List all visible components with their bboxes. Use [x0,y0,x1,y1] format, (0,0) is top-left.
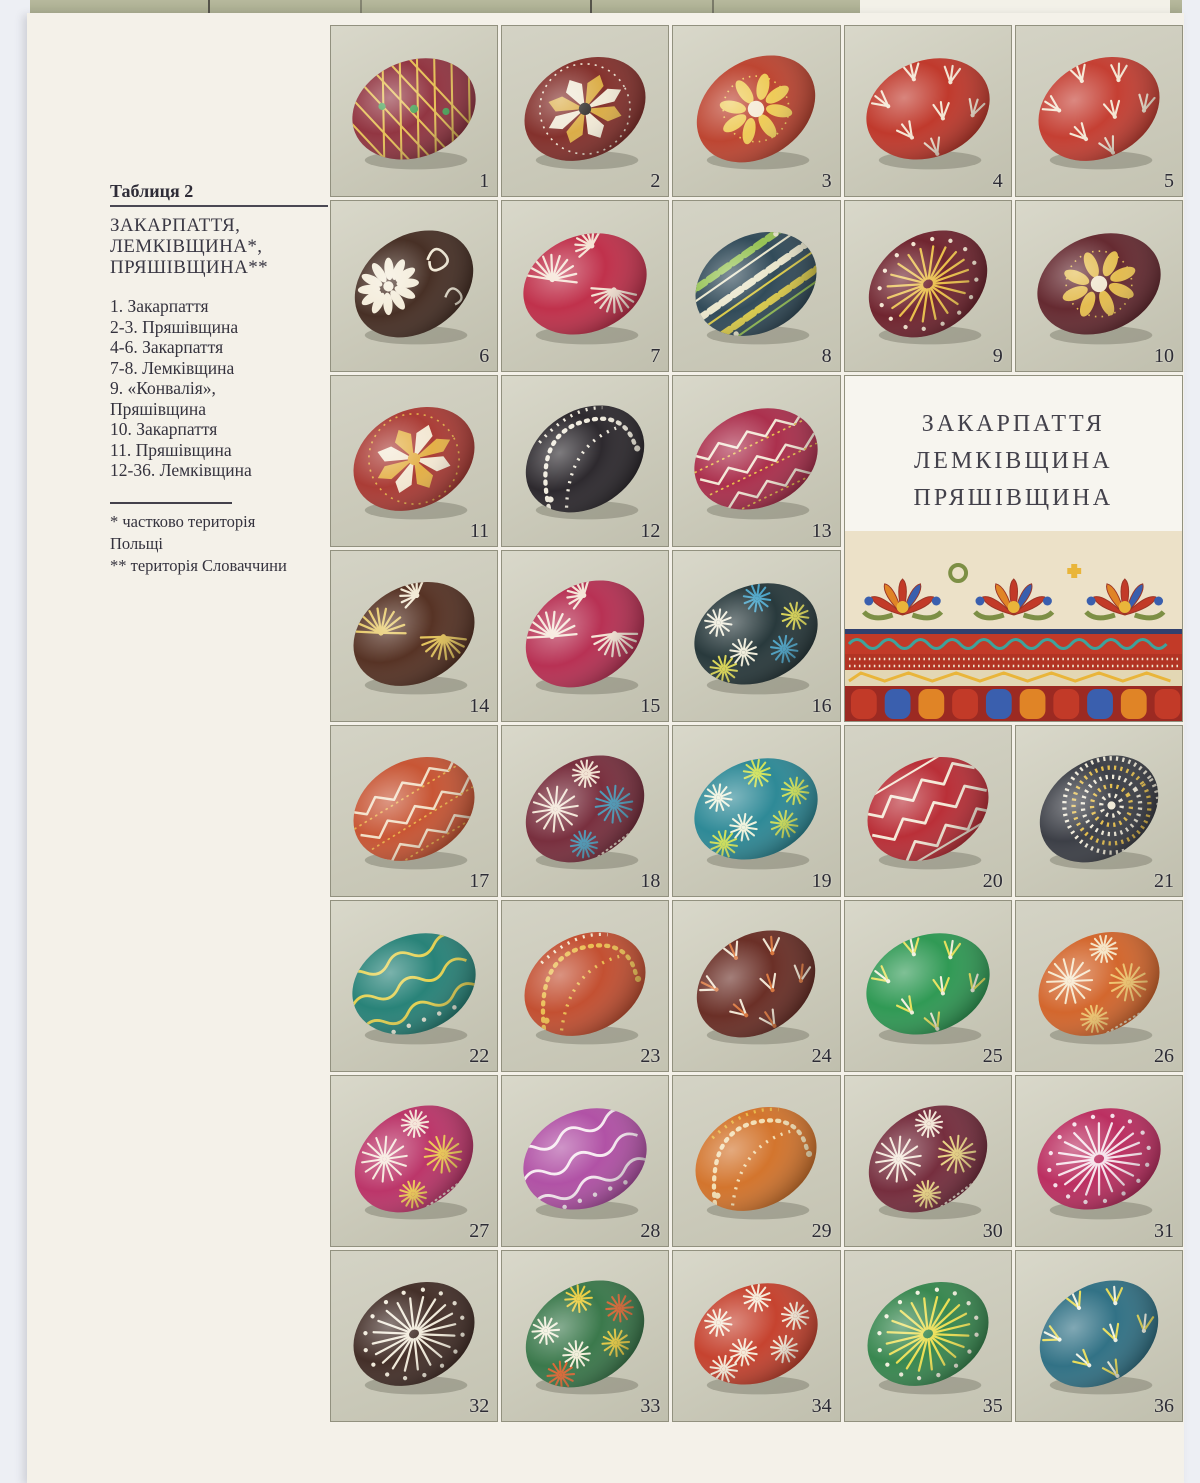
egg-photo-cell [672,900,840,1072]
embroidery-photo [845,531,1182,721]
egg-number: 13 [811,520,832,542]
pysanka-egg-illustration [332,35,496,189]
pysanka-egg-illustration [846,1260,1010,1414]
egg-number: 27 [469,1220,490,1242]
egg-photo-cell [501,725,669,897]
pysanka-egg-illustration [1017,1260,1181,1414]
pysanka-egg-illustration [846,1085,1010,1239]
previous-page-white-area [860,0,1170,13]
egg-number: 19 [811,870,832,892]
pysanka-egg-illustration [674,560,838,714]
egg-photo-cell [844,25,1012,197]
pysanka-egg-illustration [503,210,667,364]
pysanka-egg-illustration [332,210,496,364]
egg-photo-cell [1015,900,1183,1072]
pysanka-egg-illustration [503,560,667,714]
egg-photo-cell [501,900,669,1072]
egg-photo-cell [330,1075,498,1247]
egg-photo-cell [844,900,1012,1072]
egg-photo-cell [501,25,669,197]
egg-number: 23 [640,1045,661,1067]
pysanka-egg-illustration [674,385,838,539]
region-heading-line: ПРЯШІВЩИНА** [110,257,269,278]
legend-line: Пряшівщина [110,398,207,419]
table-label-rule [110,205,328,207]
pysanka-egg-illustration [332,735,496,889]
previous-page-divider [208,0,210,13]
legend-line: 9. «Конвалія», [110,378,216,398]
egg-photo-cell [330,25,498,197]
egg-photo-cell [330,1250,498,1422]
egg-number: 1 [479,170,490,192]
region-heading [110,215,268,278]
egg-photo-cell [672,1075,840,1247]
legend-line: 2-3. Пряшівщина [110,316,239,337]
egg-number: 5 [1163,170,1174,192]
egg-number: 11 [469,520,490,542]
egg-number: 21 [1153,870,1174,892]
panel-title [845,406,1182,517]
egg-photo-cell [672,550,840,722]
previous-page-divider [712,0,714,13]
pysanka-egg-illustration [332,560,496,714]
egg-number: 16 [811,695,832,717]
egg-photo-cell [330,725,498,897]
egg-number: 3 [821,170,832,192]
egg-number: 20 [982,870,1003,892]
album-page [27,13,1184,1483]
egg-photo-cell [672,725,840,897]
pysanka-egg-illustration [503,735,667,889]
egg-number: 36 [1153,1395,1174,1417]
egg-photo-cell [1015,1250,1183,1422]
pysanka-egg-illustration [1017,1085,1181,1239]
egg-number: 29 [811,1220,832,1242]
legend-list [110,296,252,481]
pysanka-egg-illustration [1017,35,1181,189]
pysanka-egg-illustration [503,385,667,539]
egg-photo-cell [672,1250,840,1422]
egg-number: 9 [992,345,1003,367]
table-label: Таблиця 2 [110,181,194,201]
pysanka-egg-illustration [846,735,1010,889]
egg-number: 28 [640,1220,661,1242]
egg-photo-cell [1015,725,1183,897]
footnote-line: ** територія Словаччини [110,556,287,575]
pysanka-egg-illustration [1017,735,1181,889]
egg-number: 7 [650,345,661,367]
footnote-rule [110,502,232,504]
pysanka-egg-illustration [846,910,1010,1064]
legend-line: 1. Закарпаття [110,296,209,316]
pysanka-egg-illustration [674,1085,838,1239]
egg-number: 4 [992,170,1003,192]
egg-photo-cell [330,200,498,372]
pysanka-egg-illustration [332,1260,496,1414]
pysanka-egg-illustration [332,385,496,539]
egg-number: 14 [469,695,490,717]
egg-number: 25 [982,1045,1003,1067]
egg-photo-cell [1015,1075,1183,1247]
egg-photo-cell [844,200,1012,372]
region-heading-line: ЗАКАРПАТТЯ, [110,215,241,236]
egg-photo-cell [1015,200,1183,372]
pysanka-egg-illustration [674,35,838,189]
egg-number: 35 [982,1395,1003,1417]
egg-photo-cell [501,550,669,722]
egg-number: 32 [469,1395,490,1417]
egg-number: 2 [650,170,661,192]
pysanka-egg-illustration [332,1085,496,1239]
panel-title-line: ЛЕМКІВЩИНА [914,448,1113,474]
egg-photo-cell [501,1075,669,1247]
footnote-line: Польщі [110,534,163,553]
legend-line: 12-36. Лемківщина [110,460,252,480]
pysanka-egg-illustration [1017,210,1181,364]
egg-photo-cell [501,200,669,372]
egg-number: 15 [640,695,661,717]
pysanka-egg-illustration [503,1085,667,1239]
egg-photo-cell [330,375,498,547]
egg-number: 18 [640,870,661,892]
previous-page-divider [590,0,592,13]
egg-photo-cell [330,900,498,1072]
pysanka-egg-illustration [503,35,667,189]
egg-number: 30 [982,1220,1003,1242]
egg-number: 26 [1153,1045,1174,1067]
egg-photo-cell [1015,25,1183,197]
egg-photo-cell [844,1250,1012,1422]
previous-page-edge [30,0,1182,13]
pysanka-egg-illustration [503,910,667,1064]
footnote-line: * частково територія [110,512,256,531]
egg-number: 33 [640,1395,661,1417]
previous-page-divider [360,0,362,13]
pysanka-egg-illustration [846,35,1010,189]
sidebar [27,13,327,1483]
egg-number: 31 [1153,1220,1174,1242]
egg-number: 6 [479,345,490,367]
egg-photo-cell [330,550,498,722]
egg-number: 24 [811,1045,832,1067]
egg-number: 22 [469,1045,490,1067]
egg-number: 12 [640,520,661,542]
region-heading-line: ЛЕМКІВЩИНА*, [110,236,263,257]
pysanka-egg-illustration [674,210,838,364]
pysanka-egg-illustration [674,735,838,889]
egg-photo-cell [844,1075,1012,1247]
panel-title-line: ЗАКАРПАТТЯ [921,411,1105,437]
pysanka-egg-illustration [846,210,1010,364]
pysanka-egg-illustration [503,1260,667,1414]
egg-photo-cell [672,200,840,372]
pysanka-egg-illustration [1017,910,1181,1064]
panel-title-line: ПРЯШІВЩИНА [913,485,1114,511]
egg-photo-cell [501,1250,669,1422]
pysanka-egg-illustration [332,910,496,1064]
legend-line: 11. Пряшівщина [110,439,232,460]
egg-photo-cell [672,375,840,547]
legend-line: 7-8. Лемківщина [110,357,235,378]
region-title-panel [844,375,1183,722]
egg-number: 34 [811,1395,832,1417]
legend-line: 4-6. Закарпаття [110,337,224,357]
pysanka-egg-illustration [674,910,838,1064]
egg-photo-grid [330,25,1183,1422]
egg-number: 10 [1153,345,1174,367]
egg-photo-cell [501,375,669,547]
egg-photo-cell [672,25,840,197]
legend-line: 10. Закарпаття [110,419,218,439]
egg-number: 17 [469,870,490,892]
pysanka-egg-illustration [674,1260,838,1414]
footnotes [110,511,287,577]
egg-photo-cell [844,725,1012,897]
egg-number: 8 [821,345,832,367]
